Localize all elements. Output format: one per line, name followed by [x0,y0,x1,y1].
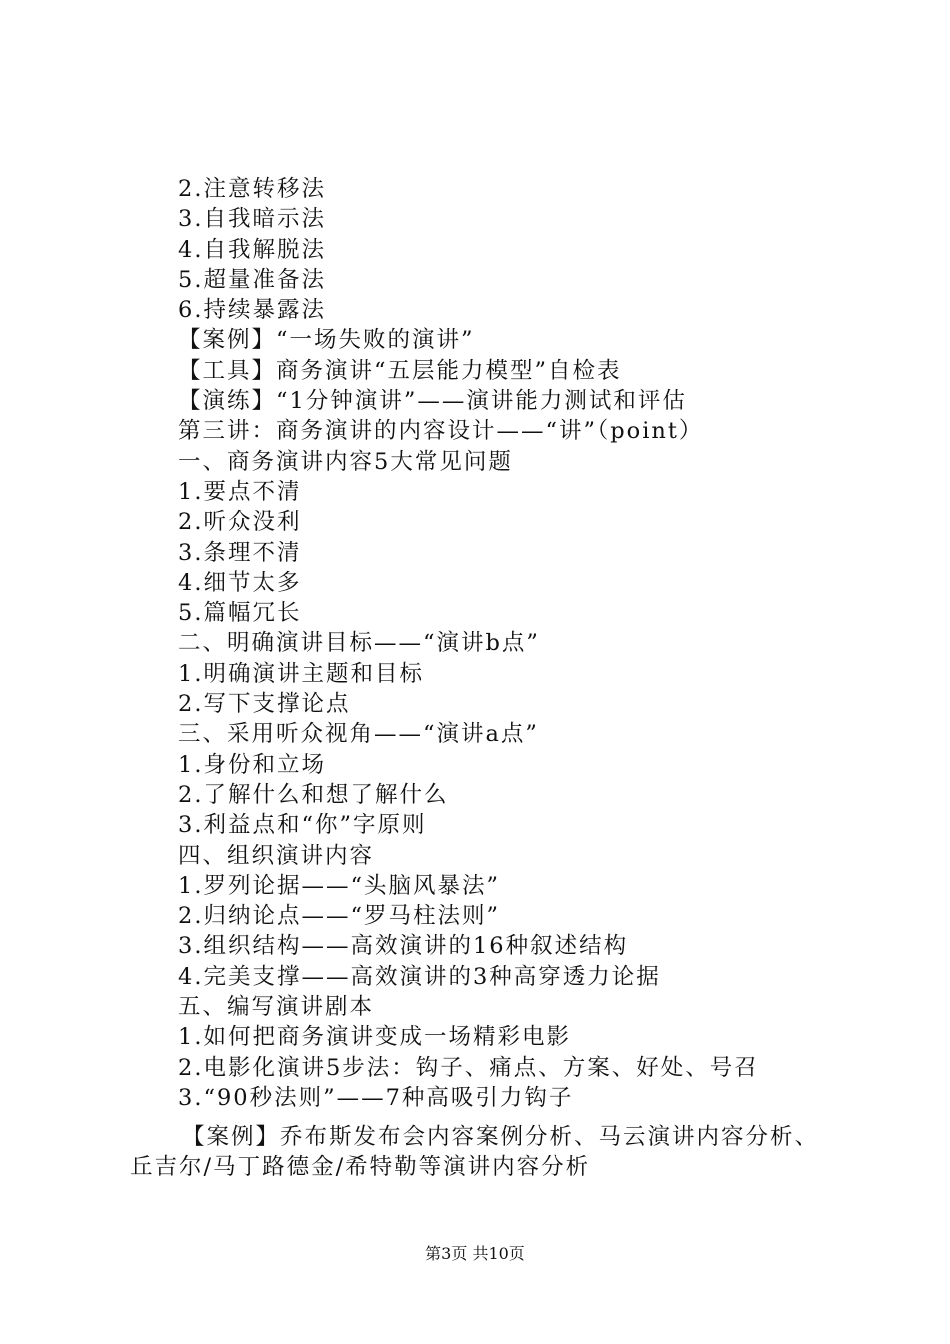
outline-line: 3.自我暗示法 [178,206,326,233]
outline-line: 1.如何把商务演讲变成一场精彩电影 [178,1024,571,1051]
outline-list [178,174,878,1113]
subsection-heading: 一、商务演讲内容5大常见问题 [178,448,513,475]
outline-line: 2.了解什么和想了解什么 [178,781,449,808]
subsection-heading: 三、采用听众视角——“演讲a点” [178,721,539,748]
page-footer: 第3页 共10页 [425,1244,525,1263]
case-paragraph-line: 丘吉尔/马丁路德金/希特勒等演讲内容分析 [130,1154,591,1181]
outline-line: 3.“90秒法则”——7种高吸引力钩子 [178,1084,574,1111]
subsection-heading: 五、编写演讲剧本 [178,994,375,1021]
outline-line: 5.篇幅冗长 [178,600,302,627]
outline-line: 1.身份和立场 [178,751,326,778]
subsection-heading: 二、明确演讲目标——“演讲b点” [178,630,540,657]
outline-line: 3.组织结构——高效演讲的16种叙述结构 [178,933,629,960]
outline-line: 5.超量准备法 [178,266,326,293]
outline-line: 【案例】“一场失败的演讲” [178,327,475,354]
outline-line: 4.细节太多 [178,569,302,596]
outline-line: 3.利益点和“你”字原则 [178,812,427,839]
outline-line: 2.听众没利 [178,509,302,536]
outline-line: 2.电影化演讲5步法：钩子、痛点、方案、好处、号召 [178,1054,759,1081]
outline-line: 3.条理不清 [178,539,302,566]
outline-line: 【工具】商务演讲“五层能力模型”自检表 [178,357,622,384]
outline-line: 4.自我解脱法 [178,236,326,263]
outline-line: 4.完美支撑——高效演讲的3种高穿透力论据 [178,963,661,990]
outline-line: 2.写下支撑论点 [178,691,351,718]
section-heading: 第三讲：商务演讲的内容设计——“讲”（point） [178,418,704,445]
outline-line: 1.要点不清 [178,478,302,505]
outline-line: 2.注意转移法 [178,176,326,202]
subsection-heading: 四、组织演讲内容 [178,842,375,869]
outline-line: 2.归纳论点——“罗马柱法则” [178,903,500,930]
case-paragraph [130,1122,850,1183]
case-paragraph-line: 【案例】乔布斯发布会内容案例分析、马云演讲内容分析、 [182,1124,820,1150]
outline-line: 【演练】“1分钟演讲”——演讲能力测试和评估 [178,388,687,415]
outline-line: 1.罗列论据——“头脑风暴法” [178,872,500,899]
outline-line: 1.明确演讲主题和目标 [178,660,424,687]
outline-line: 6.持续暴露法 [178,297,326,324]
